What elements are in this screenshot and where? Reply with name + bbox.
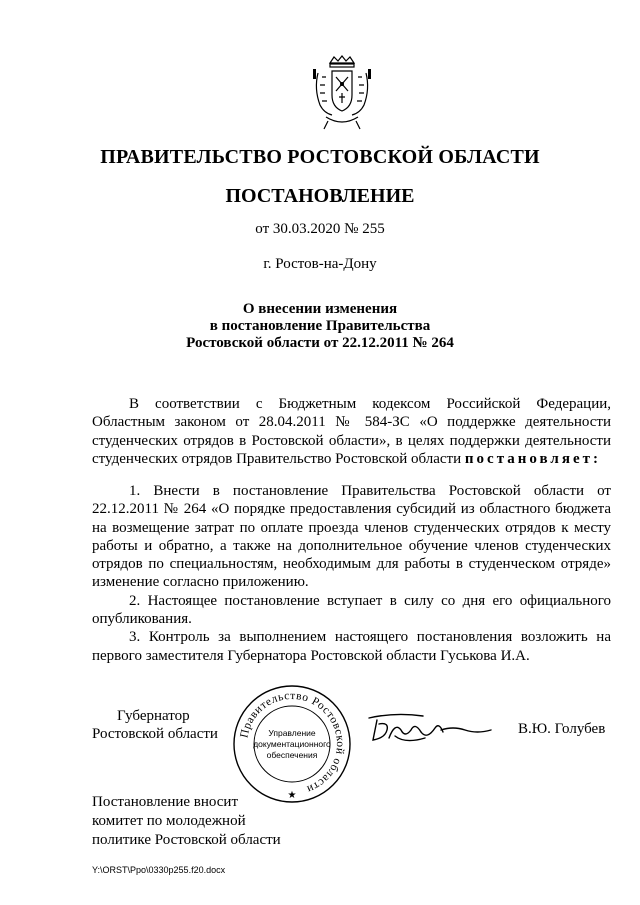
stamp-ring-text: Правительство Ростовской области <box>238 689 347 796</box>
decree-items <box>92 482 611 665</box>
stamp-inner-line: обеспечения <box>266 750 318 760</box>
decree-item: 2. Настоящее постановление вступает в силу со дня его официального опубликования. <box>92 592 611 628</box>
date-and-number: от 30.03.2020 № 255 <box>255 221 385 237</box>
star-icon: ★ <box>287 790 297 801</box>
city-line: г. Ростов-на-Дону <box>263 256 377 272</box>
stamp-inner-line: документационного <box>253 739 331 749</box>
note-line: комитет по молодежной <box>92 813 246 829</box>
coat-of-arms-emblem <box>310 55 374 131</box>
signatory-name: В.Ю. Голубев <box>518 721 606 737</box>
position-line: Ростовской области <box>92 726 218 742</box>
signatory-position <box>92 707 218 743</box>
organization-title: ПРАВИТЕЛЬСТВО РОСТОВСКОЙ ОБЛАСТИ <box>100 146 540 168</box>
decree-item: 3. Контроль за выполнением настоящего постановления возложить на первого заместителя Губернатора Ростовской области Гуськова И.А. <box>92 629 611 664</box>
subject-line: в постановление Правительства <box>209 318 431 334</box>
stamp-inner-line: Управление <box>268 728 316 738</box>
preamble-text: В соответствии с Бюджетным кодексом Российской Федерации, Областным законом от 28.04.2011 № 584-ЗС «О поддержке деятельности студенческих отрядов в Ростовской области», в целях поддержки деятельности студенческих отрядов Правительство Ростовской области <box>92 396 611 467</box>
decree-word: постановляет: <box>464 450 601 467</box>
submitted-by-note <box>92 793 281 850</box>
note-line: политике Ростовской области <box>92 832 281 848</box>
decree-item: 1. Внести в постановление Правительства Ростовской области от 22.12.2011 № 264 «О порядке предоставления субсидий из областного бюджета на возмещение затрат по оплате проезда членов студенческих отрядов к месту работы и обратно, а также на дополнительное обучение членов студенческих отрядов по специальностям, необходимым для работы в студенческом отряде» изменение согласно приложению. <box>92 483 611 591</box>
file-path-footer: Y:\ORST\Ppo\0330p255.f20.docx <box>92 865 226 875</box>
handwritten-signature <box>365 708 495 753</box>
subject-line: О внесении изменения <box>242 301 398 317</box>
official-stamp <box>230 682 354 806</box>
position-line: Губернатор <box>117 708 190 724</box>
preamble-paragraph <box>92 395 611 468</box>
note-line: Постановление вносит <box>92 794 239 810</box>
document-type-title: ПОСТАНОВЛЕНИЕ <box>225 185 415 207</box>
document-subject <box>0 301 640 352</box>
subject-line: Ростовской области от 22.12.2011 № 264 <box>186 335 454 351</box>
